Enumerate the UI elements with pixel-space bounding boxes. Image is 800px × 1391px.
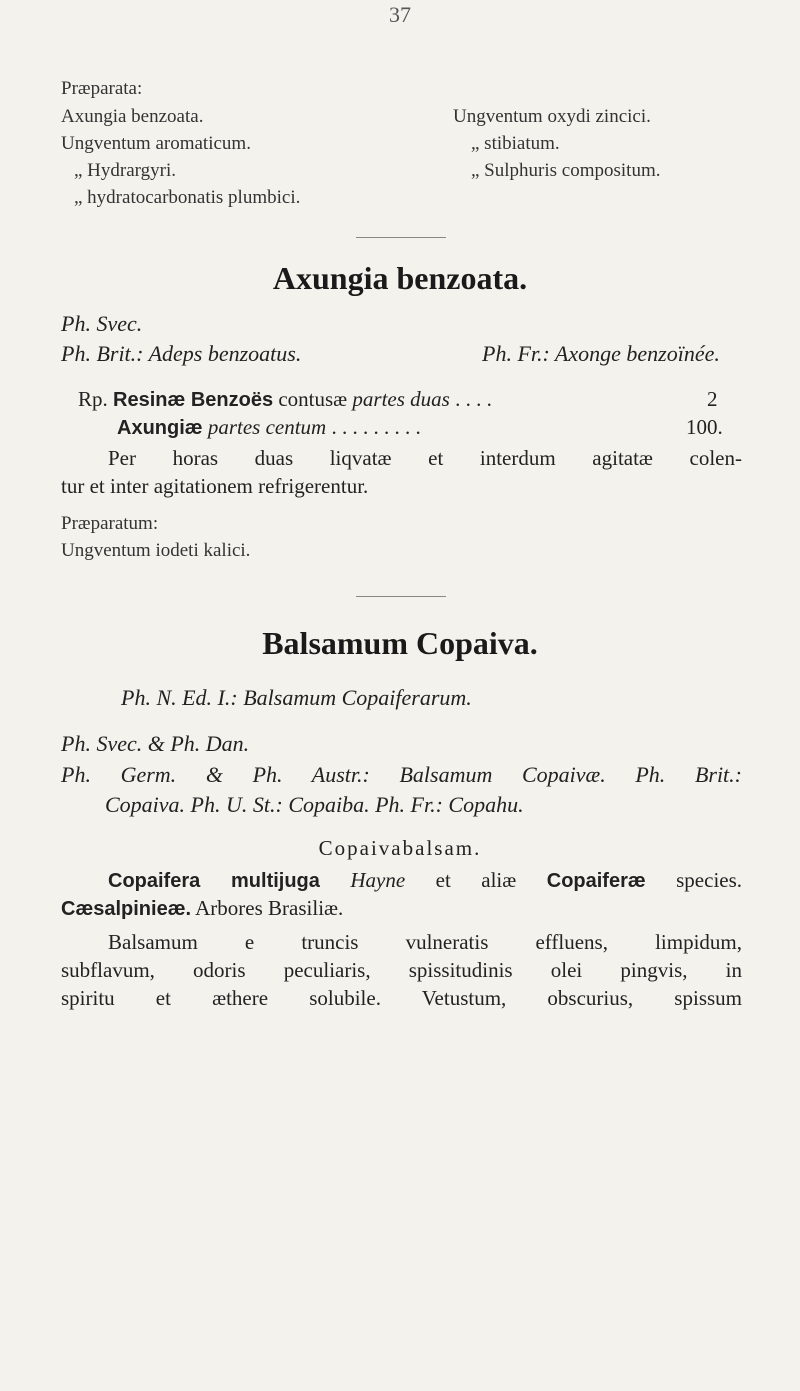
ingredient-quantity: partes centum	[207, 415, 327, 439]
pharmacopoeia-ref: Ph. Svec. & Ph. Dan.	[61, 731, 250, 756]
praeparata-item: „ stibiatum.	[471, 133, 560, 154]
praeparata-item: Ungventum oxydi zincici.	[453, 106, 651, 127]
description-text: et aliæ	[435, 868, 517, 892]
pharmacopoeia-ref: Copaiva. Ph. U. St.: Copaiba. Ph. Fr.: Copahu.	[105, 792, 524, 817]
species-name: Copaifera multijuga	[108, 870, 320, 892]
description-line	[61, 896, 343, 921]
section-subtitle: Copaivabalsam.	[318, 836, 482, 860]
description-text: Arbores Brasiliæ.	[195, 896, 344, 920]
ingredient-quantity: partes duas	[352, 387, 450, 411]
instruction-text: Per horas duas liqvatæ et interdum agitatæ colen-	[108, 446, 742, 470]
genus-name: Copaiferæ	[546, 870, 646, 892]
praeparatum-label: Præparatum:	[61, 513, 159, 534]
description-line	[108, 868, 742, 893]
leader-dots: . . . .	[455, 387, 492, 411]
family-name: Cæsalpinieæ.	[61, 898, 192, 920]
ingredient-value: 100.	[686, 415, 723, 439]
ingredient-name: Resinæ Benzoës	[113, 389, 274, 411]
recipe-line	[117, 415, 421, 440]
section-divider	[356, 596, 446, 597]
ingredient-name: Axungiæ	[117, 417, 203, 439]
pharmacopoeia-ref: Ph. Fr.: Axonge benzoïnée.	[482, 341, 720, 366]
section-divider	[356, 237, 446, 238]
section-title-balsamum: Balsamum Copaiva.	[262, 625, 538, 661]
author-name: Hayne	[350, 868, 406, 892]
recipe-line	[78, 387, 492, 412]
pharmacopoeia-ref: Ph. Svec.	[61, 311, 143, 336]
paragraph-line: spiritu et æthere solubile. Vetustum, obscurius, spissum	[61, 986, 742, 1010]
description-text: species.	[676, 868, 743, 892]
praeparata-label: Præparata:	[61, 78, 143, 99]
section-title-axungia: Axungia benzoata.	[272, 260, 528, 296]
pharmacopoeia-ref: Ph. Brit.: Adeps benzoatus.	[61, 341, 302, 366]
pharmacopoeia-ref: Ph. Germ. & Ph. Austr.: Balsamum Copaivæ. Ph. Brit.:	[61, 762, 742, 787]
praeparata-item: „ Sulphuris compositum.	[471, 160, 661, 181]
praeparata-item: Axungia benzoata.	[61, 106, 204, 127]
ingredient-value: 2	[707, 387, 718, 411]
praeparata-item: „ Hydrargyri.	[74, 160, 177, 181]
paragraph-line: subflavum, odoris peculiaris, spissitudinis olei pingvis, in	[61, 958, 742, 982]
praeparatum-item: Ungventum iodeti kalici.	[61, 540, 251, 561]
praeparata-item: „ hydratocarbonatis plumbici.	[74, 187, 301, 208]
page-number: 37	[389, 2, 411, 27]
praeparata-item: Ungventum aromaticum.	[61, 133, 251, 154]
ingredient-note: contusæ	[278, 387, 348, 411]
recipe-prefix: Rp.	[78, 387, 108, 411]
pharmacopoeia-ref: Ph. N. Ed. I.: Balsamum Copaiferarum.	[121, 685, 472, 710]
instruction-text: tur et inter agitationem refrigerentur.	[61, 474, 369, 498]
paragraph-line: Balsamum e truncis vulneratis effluens, limpidum,	[108, 930, 742, 954]
leader-dots: . . . . . . . . .	[331, 415, 421, 439]
